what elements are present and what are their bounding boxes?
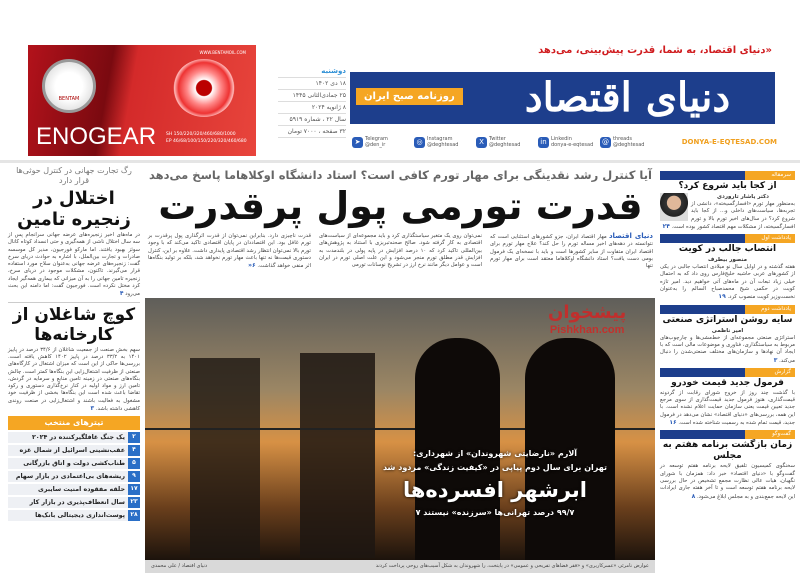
masthead-tagline: «دنیای اقتصاد، به شما، قدرت پیش‌بینی، می‌دهد — [538, 45, 772, 56]
x-icon: X — [476, 137, 487, 148]
right-column — [660, 168, 795, 501]
newspaper-logo[interactable]: دنیای اقتصاد — [524, 74, 731, 121]
featured-title: تیترهای منتخب — [8, 416, 140, 430]
telegram-icon: ➤ — [352, 137, 363, 148]
note-two-section[interactable]: یادداشت دوم سایه روشن استراتژی صنعتی امیر ناظمی استراتژی صنعتی مجموعه‌ای از خط‌مشی‌ها و چارچوب‌های مربوط به سیاستگذاری، فناوری و موضوعات مالی است که با ایجاد آن نهادها و سازمان‌های مختلف صنعتی‌شدن را دنبال می‌کند. ۳ — [660, 305, 795, 364]
lead-photo[interactable] — [145, 298, 655, 560]
pishkhan-watermark: پیشخوان Pishkhan.com — [548, 302, 627, 336]
list-item[interactable]: ۹ ریشه‌های بی‌اعتمادی در بازار سهام — [8, 471, 140, 482]
photo-credit: دنیای اقتصاد / علی محمدی — [151, 563, 208, 569]
lead-kicker: آیا کنترل رشد نقدینگی برای مهار تورم کافی است؟ استاد دانشگاه اوکلاهاما پاسخ می‌دهد — [149, 168, 652, 182]
threads-icon: @ — [602, 137, 609, 146]
list-item[interactable]: ۱۷ حلقه مفقوده امنیت سایبری — [8, 484, 140, 495]
note-one-section[interactable]: یادداشت اول انتصاب جالب در کویت منصور بیطرف هفته گذشته و در اوایل سال نو میلادی انتصاب جالبی در یکی از کشورهای عربی حاشیه خلیج‌فارس روی داد که به احتمال خیلی زیاد تبعات آن در ماه‌های آتی خواهیم دید. امیر تازه کویت در حکمی شیخ محمدصباح السالم را به‌عنوان نخست‌وزیر کویت منصوب کرد. ۱۹ — [660, 235, 795, 301]
arrow-icon: « — [248, 262, 253, 270]
list-item[interactable]: ۵ طناب‌کشی دولت و اتاق بازرگانی — [8, 458, 140, 469]
social-links — [352, 136, 777, 148]
ad-brand: ENOGEAR — [36, 123, 157, 150]
photo-story[interactable]: آلارم «نارضایتی شهروندان» از شهرداری: تهران برای سال دوم پیاپی در «کیفیت زندگی» مردود شد ابرشهر افسرده‌ها ۹۹/۷ درصد تهرانی‌ها «سرزنده» نیستند ۷ — [345, 448, 645, 518]
website-link[interactable]: DONYA-E-EQTESAD.COM — [681, 138, 777, 146]
page-ref[interactable]: ۶ — [252, 262, 256, 270]
social-instagram[interactable]: ◎ Instagram @deghtesad — [414, 136, 472, 148]
editorial-section[interactable]: سرمقاله از کجا باید شروع کرد؟ دکتر یاشار تاروردی به‌منظور مهار تورم «افسارگسیخته»، دانشی از تجربه‌ها، سیاست‌های داخلی و... از کجا باید شروع کرد؟ در سال‌های اخیر تورم بالا و تورم افسارگسیخته، از مشکلات مهم اقتصاد کشور بوده است. ۲۴ — [660, 171, 795, 231]
building-silhouette — [190, 358, 260, 558]
issue-dates: دوشنبه ۱۸ دی ۱۴۰۲ ۲۵ جمادی‌الثانی ۱۴۴۵ ۸ ژانویه ۲۰۲۴ سال ۲۲ ، شماره ۵۹۱۹ ۳۲ صفحه ، ۷۰۰۰ تومان — [278, 66, 346, 138]
oil-cap-image: BENTAM — [42, 59, 96, 113]
list-item[interactable]: ۲ یک جنگ غافلگیرکننده در ۲۰۲۴ — [8, 432, 140, 443]
social-telegram[interactable]: ➤ Telegram @den_ir — [352, 136, 410, 148]
left-story-workers[interactable]: کوچ شاغلان از کارخانه‌ها سهم بخش صنعت از جمعیت شاغلان از ۳۴/۶ درصد در پاییز ۱۴۰۱ به ۳۳/۲ درصد در پاییز ۱۴۰۲ کاهش یافته است. بررسی‌ها حاکی از این است که میزان اشتغال در کارگاه‌های صنعتی از ظرفیت اشتغال‌زایی این بنگاه‌ها کمتر است. چالش بنگاه‌های صنعتی در زمینه تامین منابع و سرمایه در گردش، تامین ارز و مواد اولیه در کنار نرخ‌گذاری دستوری و رکود تقاضا باعث شده است این بنگاه‌ها بخشی از ظرفیت خود مشغول به فعالیت باشند و اشتغال‌زایی در صنعت روندی کاهشی داشته باشد. ۳ — [8, 302, 140, 414]
list-item[interactable]: ۴ عقب‌نشینی اسرائیل از شمال غزه — [8, 445, 140, 456]
instagram-icon: ◎ — [414, 137, 425, 148]
social-threads[interactable]: @ threads @deghtesad — [602, 136, 645, 148]
lead-headline[interactable]: قدرت تورمی پول پرقدرت — [158, 184, 643, 228]
lead-columns: دنیای اقتصاد مهار اقتصاد ایران، جزو کشورهای استثنایی است که نتوانسته در دهه‌های اخیر مساله تورم را حل کند؟ علاج مهار تورم برای اقتصاد ایران متفاوت از سایر کشورها است و باید با نسخه‌ای یک فرمول بومی دست یافت؟ استاد دانشگاه اوکلاهاما معتقد است برای مهار تورم تنها نمی‌توان روی یک متغیر سیاستگذاری کرد و باید مجموعه‌ای از سیاست‌های اقتصادی به کار گرفته شود. صالح صحنه‌تبریزی با استناد به پژوهش‌های بین‌المللی تاکید کرد که ۱۰ درصد افزایش در پایه پولی در بلندمدت به افزایش قدر مطلق تورم منجر می‌شود و این علت اصلی تورم در ایران است و عوامل دیگر مانند نرخ ارز در تشریح نوسانات تورمی قدرت ناچیزی دارد. بنابراین نمی‌توان از قدرت اثرگذاری پول پرقدرت بر تورم غافل بود. این اقتصاددان در پایان اقتصادی تاکید می‌کند که با وجود تورم بالا نمی‌توان انتظار رشد اقتصادی پایداری داشت. علاوه بر این، کنترل دستوری قیمت‌ها نه تنها باعث مهار تورم نخواهد شد، بلکه بر تولید بنگاه‌ها اثر منفی خواهد گذاشت. ۶« — [148, 232, 654, 270]
social-linkedin[interactable]: in Linkedin donya-e-eqtesad — [538, 136, 596, 148]
lead-story[interactable] — [148, 168, 653, 270]
masthead-divider — [0, 160, 800, 163]
lead-byline: دنیای اقتصاد — [608, 232, 654, 240]
enogear-advertisement[interactable] — [28, 45, 256, 156]
masthead-badge: روزنامه صبح ایران — [356, 88, 463, 105]
social-twitter[interactable]: X Twitter @deghtesad — [476, 136, 534, 148]
list-item[interactable]: ۲۸ پوست‌اندازی دیجیتالی بانک‌ها — [8, 510, 140, 521]
author-photo — [660, 193, 688, 221]
ad-url: WWW.BENTAMOIL.COM — [199, 50, 246, 55]
featured-headlines — [8, 416, 140, 521]
linkedin-icon: in — [538, 137, 549, 148]
interview-section[interactable]: گفت‌وگو زمان بازگشت برنامه هفتم به مجلس سخنگوی کمیسیون تلفیق لایحه برنامه هفتم توسعه در گفت‌وگو با «دنیای اقتصاد» خبر داد: همزمان با شورای نگهبان، هیات عالی نظارت مجمع تشخیص در حال بررسی لایحه برنامه هفتم توسعه است و تا آخر هفته جاری ایرادات این لایحه جمع‌بندی و به مجلس ابلاغ می‌شود. ۸ — [660, 431, 795, 500]
photo-headline[interactable]: ابرشهر افسرده‌ها — [402, 478, 588, 502]
left-story-supply-chain[interactable]: رگ تجارت جهانی در کنترل حوثی‌ها قرار دارد اختلال در زنجیره تامین در ماه‌های اخیر زنجیره‌های عرضه جهانی سرانجام پس از سه سال اختلال ناشی از همه‌گیری و حتی انسداد کوتاه کانال سوئز بهبود یافتند. اما مارکو فورجیون، مدیر کل موسسه صادرات و تجارت بین‌الملل، با اشاره به حوادث دریای سرخ گفت: زنجیره‌های عرضه جهانی به‌عنوان سلاح مورد استفاده قرار می‌گیرند. تاکنون، مشکلات موجود در دریای سرخ، زنجیره تامین جهانی را به آن میزانی که بیماری همه‌گیر ایجاد کرد مختل نکرده است. فورجیون گفت: اما دامنه این بحث می‌رود ۴ — [8, 166, 140, 298]
ad-specs: SH 150/220/320/460/680/1000 EP 46/68/100/150/220/320/460/680 — [166, 132, 247, 144]
page-ref[interactable]: ۷ — [415, 508, 421, 517]
gear-image — [173, 59, 235, 117]
photo-caption: عوارض نامرئی «عسرکاربری» و «فقر فضاهای تفریحی و عمومی» در پایتخت، را شهروندان به شکل آسیب‌های روحی پرداخت کردند دنیای اقتصاد / علی محمدی — [145, 560, 655, 573]
list-item[interactable]: ۲۳ سال انعطاف‌پذیری در بازار کار — [8, 497, 140, 508]
report-section[interactable]: گزارش فرمول جدید قیمت خودرو با گذشت چند روز از خروج شورای رقابت از گردونه قیمت‌گذاری، هنوز فرمول جدید قیمت‌گذاری از سوی مرجع جدید تعیین قیمت یعنی سازمان حمایت اعلام نشده است. با این همه، بررسی‌های «دنیای اقتصاد» نشان می‌دهد در فرمول جدید، قیمت تمام شده به رسمیت شناخته شده است. ۱۶ — [660, 368, 795, 427]
left-column — [8, 166, 140, 521]
